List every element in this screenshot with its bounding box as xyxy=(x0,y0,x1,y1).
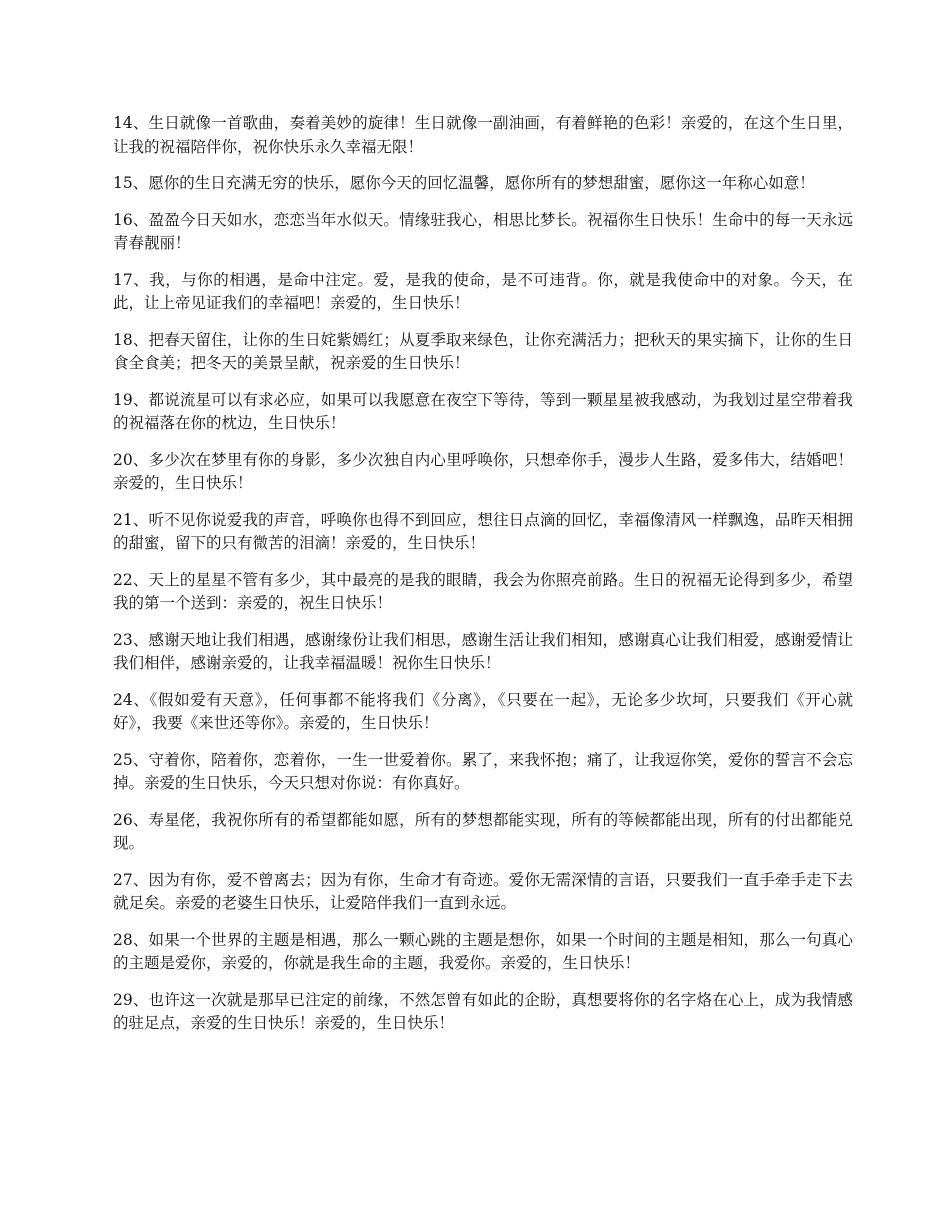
paragraph-24: 24、《假如爱有天意》，任何事都不能将我们《分离》，《只要在一起》，无论多少坎坷，只要我们《开心就好》，我要《来世还等你》。亲爱的，生日快乐！ xyxy=(113,690,853,732)
document-page xyxy=(113,112,853,1049)
paragraph-27: 27、因为有你，爱不曾离去；因为有你，生命才有奇迹。爱你无需深情的言语，只要我们一直手牵手走下去就足矣。亲爱的老婆生日快乐，让爱陪伴我们一直到永远。 xyxy=(113,870,853,912)
paragraph-26: 26、寿星佬，我祝你所有的希望都能如愿，所有的梦想都能实现，所有的等候都能出现，所有的付出都能兑现。 xyxy=(113,810,853,852)
paragraph-22: 22、天上的星星不管有多少，其中最亮的是我的眼睛，我会为你照亮前路。生日的祝福无论得到多少，希望我的第一个送到：亲爱的，祝生日快乐！ xyxy=(113,570,853,612)
paragraph-19: 19、都说流星可以有求必应，如果可以我愿意在夜空下等待，等到一颗星星被我感动，为我划过星空带着我的祝福落在你的枕边，生日快乐！ xyxy=(113,390,853,432)
paragraph-14: 14、生日就像一首歌曲，奏着美妙的旋律！生日就像一副油画，有着鲜艳的色彩！亲爱的，在这个生日里，让我的祝福陪伴你，祝你快乐永久幸福无限！ xyxy=(113,114,853,156)
paragraph-25: 25、守着你，陪着你，恋着你，一生一世爱着你。累了，来我怀抱；痛了，让我逗你笑，爱你的誓言不会忘掉。亲爱的生日快乐，今天只想对你说：有你真好。 xyxy=(113,750,853,792)
paragraph-15: 15、愿你的生日充满无穷的快乐，愿你今天的回忆温馨，愿你所有的梦想甜蜜，愿你这一年称心如意！ xyxy=(113,174,815,192)
paragraph-18: 18、把春天留住，让你的生日姹紫嫣红；从夏季取来绿色，让你充满活力；把秋天的果实摘下，让你的生日食全食美；把冬天的美景呈献，祝亲爱的生日快乐！ xyxy=(113,330,853,372)
paragraph-17: 17、我，与你的相遇，是命中注定。爱，是我的使命，是不可违背。你，就是我使命中的对象。今天，在此，让上帝见证我们的幸福吧！亲爱的，生日快乐！ xyxy=(113,270,853,312)
paragraph-29: 29、也许这一次就是那早已注定的前缘，不然怎曾有如此的企盼，真想要将你的名字烙在心上，成为我情感的驻足点，亲爱的生日快乐！亲爱的，生日快乐！ xyxy=(113,990,853,1032)
paragraph-21: 21、听不见你说爱我的声音，呼唤你也得不到回应，想往日点滴的回忆，幸福像清风一样飘逸，品昨天相拥的甜蜜，留下的只有微苦的泪滴！亲爱的，生日快乐！ xyxy=(113,510,853,552)
paragraph-16: 16、盈盈今日天如水，恋恋当年水似天。情缘驻我心，相思比梦长。祝福你生日快乐！生命中的每一天永远青春靓丽！ xyxy=(113,210,853,252)
paragraph-28: 28、如果一个世界的主题是相遇，那么一颗心跳的主题是想你，如果一个时间的主题是相知，那么一句真心的主题是爱你，亲爱的，你就是我生命的主题，我爱你。亲爱的，生日快乐！ xyxy=(113,930,853,972)
paragraph-23: 23、感谢天地让我们相遇，感谢缘份让我们相思，感谢生活让我们相知，感谢真心让我们相爱，感谢爱情让我们相伴，感谢亲爱的，让我幸福温暖！祝你生日快乐！ xyxy=(113,630,853,672)
paragraph-20: 20、多少次在梦里有你的身影，多少次独自内心里呼唤你，只想牵你手，漫步人生路，爱多伟大，结婚吧！亲爱的，生日快乐！ xyxy=(113,450,853,492)
